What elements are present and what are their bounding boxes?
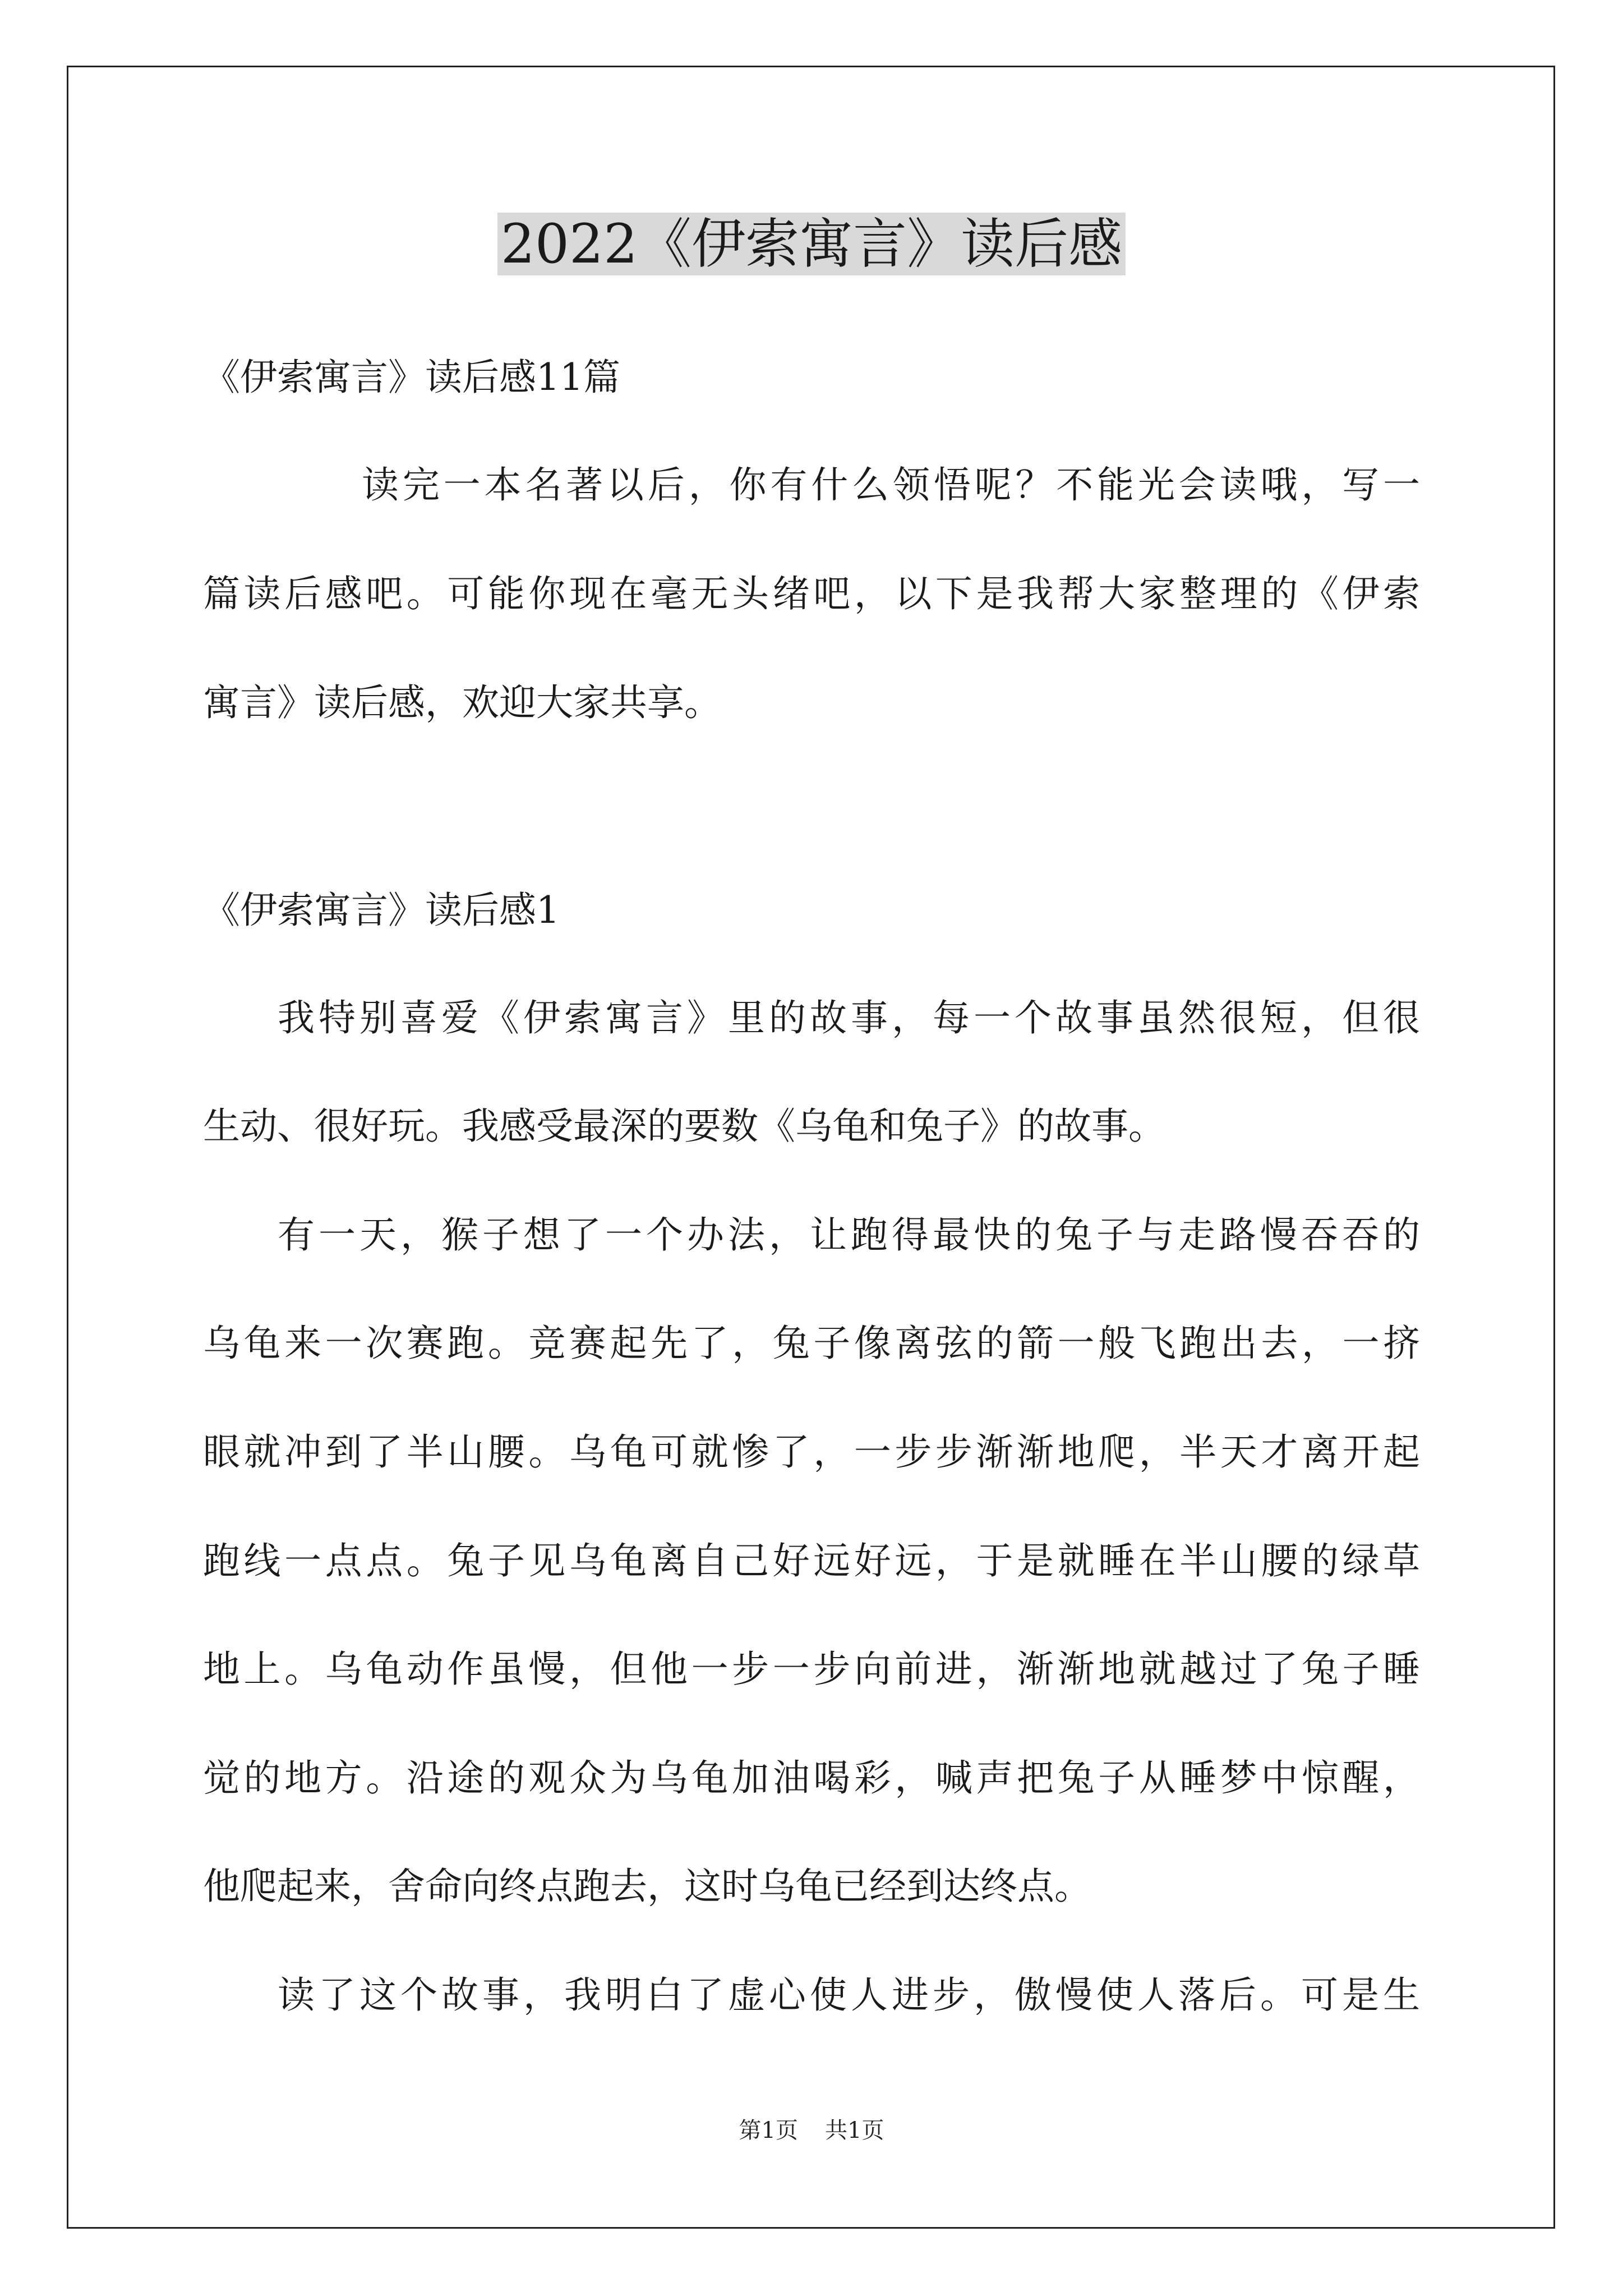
intro-line-3: 寓言》读后感，欢迎大家共享。 — [203, 681, 721, 724]
intro-line-2: 篇读后感吧。可能你现在毫无头绪吧，以下是我帮大家整理的《伊索 — [203, 572, 1420, 615]
paragraph2-line-6: 觉的地方。沿途的观众为乌龟加油喝彩，喊声把兔子从睡梦中惊醒， — [203, 1756, 1420, 1800]
paragraph1-line-1: 我特别喜爱《伊索寓言》里的故事，每一个故事虽然很短，但很 — [278, 996, 1420, 1039]
document-title — [0, 208, 1623, 280]
paragraph2-line-5: 地上。乌龟动作虽慢，但他一步一步向前进，渐渐地就越过了兔子睡 — [203, 1648, 1420, 1691]
paragraph2-line-2: 乌龟来一次赛跑。竞赛起先了，兔子像离弦的箭一般飞跑出去，一挤 — [203, 1322, 1420, 1365]
paragraph3-line-1: 读了这个故事，我明白了虚心使人进步，傲慢使人落后。可是生 — [278, 1973, 1420, 2017]
paragraph2-line-1: 有一天，猴子想了一个办法，让跑得最快的兔子与走路慢吞吞的 — [278, 1213, 1420, 1257]
paragraph2-line-7: 他爬起来，舍命向终点跑去，这时乌龟已经到达终点。 — [203, 1865, 1091, 1908]
intro-line-1: 读完一本名著以后，你有什么领悟呢？不能光会读哦，写一 — [362, 463, 1420, 507]
subtitle: 《伊索寓言》读后感11篇 — [203, 356, 620, 399]
paragraph1-line-2: 生动、很好玩。我感受最深的要数《乌龟和兔子》的故事。 — [203, 1105, 1165, 1148]
page-total: 共1页 — [825, 2118, 884, 2143]
page-number: 第1页 — [739, 2118, 798, 2143]
paragraph2-line-3: 眼就冲到了半山腰。乌龟可就惨了，一步步渐渐地爬，半天才离开起 — [203, 1430, 1420, 1474]
title-highlight: 2022《伊索寓言》读后感 — [497, 213, 1126, 275]
paragraph2-line-4: 跑线一点点。兔子见乌龟离自己好远好远，于是就睡在半山腰的绿草 — [203, 1539, 1420, 1582]
page-footer — [0, 2115, 1623, 2146]
section-heading: 《伊索寓言》读后感1 — [203, 889, 560, 932]
